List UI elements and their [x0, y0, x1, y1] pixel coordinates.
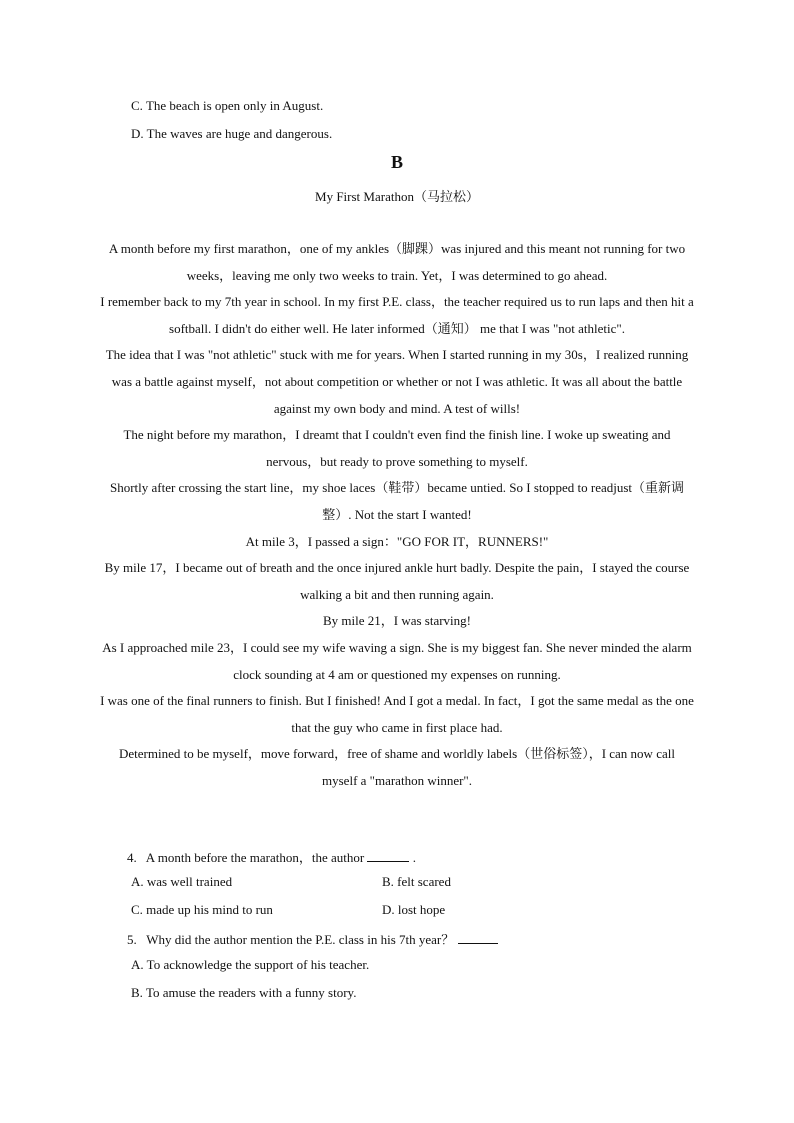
- option-letter: C.: [131, 98, 143, 113]
- option-letter: B.: [131, 985, 143, 1000]
- question-stem: A month before the marathon，the author: [145, 850, 365, 865]
- option-text: felt scared: [397, 874, 451, 889]
- question-5-option-a[interactable]: [131, 957, 369, 973]
- answer-blank[interactable]: [458, 931, 498, 944]
- question-4-option-a[interactable]: [131, 874, 232, 890]
- option-text: To acknowledge the support of his teacher.: [146, 957, 370, 972]
- option-letter: D.: [382, 902, 395, 917]
- answer-blank[interactable]: [367, 849, 409, 862]
- prev-option-d: [131, 126, 332, 142]
- paragraph: Shortly after crossing the start line，my shoe laces（鞋带）became untied. So I stopped to readjust（重新调整）. Not the start I wanted!: [109, 480, 685, 522]
- question-4-option-d[interactable]: [382, 902, 445, 918]
- option-text: To amuse the readers with a funny story.: [145, 985, 357, 1000]
- question-5: [127, 929, 498, 948]
- question-tail: .: [412, 850, 416, 865]
- paragraph: A month before my first marathon，one of my ankles（脚踝）was injured and this meant not running for two weeks，leaving me only two weeks to train. Yet，I was determined to go ahead.: [108, 241, 686, 283]
- paragraph: By mile 21，I was starving!: [322, 613, 472, 629]
- question-4-option-b[interactable]: [382, 874, 451, 890]
- passage-title: My First Marathon（马拉松）: [315, 189, 479, 204]
- paragraph: The night before my marathon，I dreamt that I couldn't even find the finish line. I woke up sweating and nervous，but ready to prove something to myself.: [123, 427, 671, 469]
- question-4: [127, 847, 416, 866]
- paragraph: At mile 3，I passed a sign："GO FOR IT，RUNNERS!": [245, 533, 549, 549]
- question-4-option-c[interactable]: [131, 902, 273, 918]
- paragraph: I was one of the final runners to finish. But I finished! And I got a medal. In fact，I got the same medal as the one that the guy who came in first place had.: [100, 693, 694, 735]
- option-text: The beach is open only in August.: [145, 98, 324, 113]
- option-letter: B.: [382, 874, 394, 889]
- option-text: made up his mind to run: [146, 902, 273, 917]
- question-stem: Why did the author mention the P.E. class in his 7th year？: [146, 932, 455, 947]
- paragraph: By mile 17，I became out of breath and the once injured ankle hurt badly. Despite the pain，I stayed the course walking a bit and then running again.: [104, 560, 690, 602]
- section-letter: B: [390, 152, 403, 172]
- option-text: was well trained: [146, 874, 233, 889]
- paragraph: As I approached mile 23，I could see my wife waving a sign. She is my biggest fan. She never minded the alarm clock sounding at 4 am or questioned my expenses on running.: [102, 639, 692, 682]
- prev-option-c: [131, 98, 323, 114]
- option-text: lost hope: [397, 902, 446, 917]
- paragraph: I remember back to my 7th year in school. In my first P.E. class，the teacher required us to run laps and then hit a softball. I didn't do either well. He later informed（通知） me that I was "not athletic".: [100, 294, 694, 336]
- question-number: 4.: [127, 850, 137, 865]
- option-letter: D.: [131, 126, 144, 141]
- paragraph: Determined to be myself，move forward，free of shame and worldly labels（世俗标签），I can now call myself a "marathon winner".: [119, 746, 675, 788]
- question-5-option-b[interactable]: [131, 985, 356, 1001]
- paragraph: The idea that I was "not athletic" stuck with me for years. When I started running in my 30s，I realized running was a battle against myself，not about competition or whether or not I was athletic. It was all about the battle against my own body and mind. A test of wills!: [105, 347, 689, 416]
- option-letter: A.: [131, 957, 144, 972]
- option-letter: C.: [131, 902, 143, 917]
- option-text: The waves are huge and dangerous.: [146, 126, 333, 141]
- question-number: 5.: [127, 932, 137, 947]
- passage-body: [100, 236, 694, 794]
- option-letter: A.: [131, 874, 144, 889]
